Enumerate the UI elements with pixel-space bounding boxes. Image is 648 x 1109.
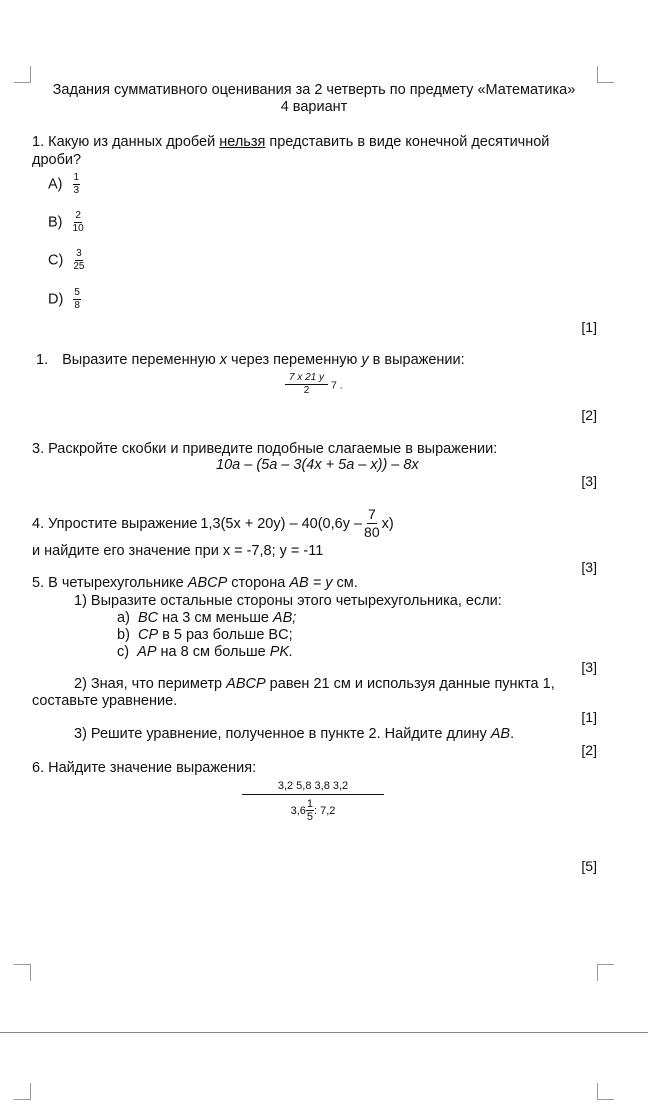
question-3: 3. Раскройте скобки и приведите подобные слагаемые в выражении:	[32, 441, 498, 457]
question-2: 1. Выразите переменную x через переменную y в выражении:	[36, 352, 465, 368]
option-d: D) $\frac{5}{8}$	[48, 287, 80, 311]
q5-part-2: 2) Зная, что периметр ABCP равен 21 см и используя данные пункта 1, составьте уравнение.	[32, 676, 555, 709]
score-badge: [3]	[581, 559, 597, 575]
q6-numerator: 3,2 5,8 3,8 3,2	[242, 780, 384, 795]
corner-mark-bottom-left	[14, 964, 31, 981]
question-4: 4. Упростите выражение 1,3(5x + 20y) – 40(0,6y – $\frac{7}{80}$ x)	[32, 506, 394, 540]
corner-mark-top-left	[14, 66, 31, 83]
corner-mark-next-left	[14, 1083, 31, 1100]
score-badge: [2]	[581, 742, 597, 758]
score-badge: [5]	[581, 858, 597, 874]
question-1: 1. Какую из данных дробей нельзя представить в виде конечной десятичной дроби?	[32, 134, 550, 168]
corner-mark-bottom-right	[597, 964, 614, 981]
q3-expression: 10a – (5a – 3(4x + 5a – x)) – 8x	[216, 457, 419, 473]
score-badge: [3]	[581, 659, 597, 675]
page-separator	[0, 1032, 648, 1033]
option-a: A) $\frac{1}{3}$	[48, 172, 80, 196]
q5-part-1: 1) Выразите остальные стороны этого четырехугольника, если:	[74, 593, 502, 609]
list-item: b) CP в 5 раз больше BC;	[117, 627, 293, 643]
score-badge: [1]	[581, 709, 597, 725]
q6-denominator: 3,6 $\frac{1}{5}$ : 7,2	[290, 798, 336, 823]
fraction: $\frac{5}{8}$	[74, 287, 80, 311]
title-line-2: 4 вариант	[280, 99, 348, 115]
corner-mark-next-right	[597, 1083, 614, 1100]
fraction: $\frac{1}{5}$	[306, 798, 313, 823]
option-c: C) $\frac{3}{25}$	[48, 248, 85, 272]
option-b: B) $\frac{2}{10}$	[48, 210, 84, 234]
q5-part-3: 3) Решите уравнение, полученное в пункте 2. Найдите длину AB.	[74, 726, 515, 742]
list-item: a) BC на 3 см меньше AB;	[117, 610, 297, 626]
q4-line-2: и найдите его значение при x = -7,8; y = -11	[32, 543, 324, 559]
score-badge: [1]	[581, 319, 597, 335]
q2-expression: $\frac{7 x 21 y}{2}$ 7 .	[285, 372, 343, 397]
title-line-1: Задания суммативного оценивания за 2 четверть по предмету «Математика»	[52, 82, 576, 98]
fraction: $\frac{7}{80}$	[364, 506, 380, 540]
corner-mark-top-right	[597, 66, 614, 83]
score-badge: [2]	[581, 407, 597, 423]
emphasis-not: нельзя	[219, 134, 266, 150]
fraction: $\frac{3}{25}$	[73, 248, 85, 272]
fraction: $\frac{7 x 21 y}{2}$	[285, 372, 328, 397]
list-item: c) AP на 8 см больше PK.	[117, 644, 294, 660]
q6-expression	[242, 780, 384, 823]
fraction: $\frac{1}{3}$	[73, 172, 80, 196]
question-5: 5. В четырехугольнике ABCP сторона AB = y см.	[32, 575, 358, 591]
question-6: 6. Найдите значение выражения:	[32, 760, 257, 776]
fraction: $\frac{2}{10}$	[72, 210, 84, 234]
score-badge: [3]	[581, 473, 597, 489]
page-title	[0, 82, 628, 115]
q5-items	[117, 610, 296, 661]
